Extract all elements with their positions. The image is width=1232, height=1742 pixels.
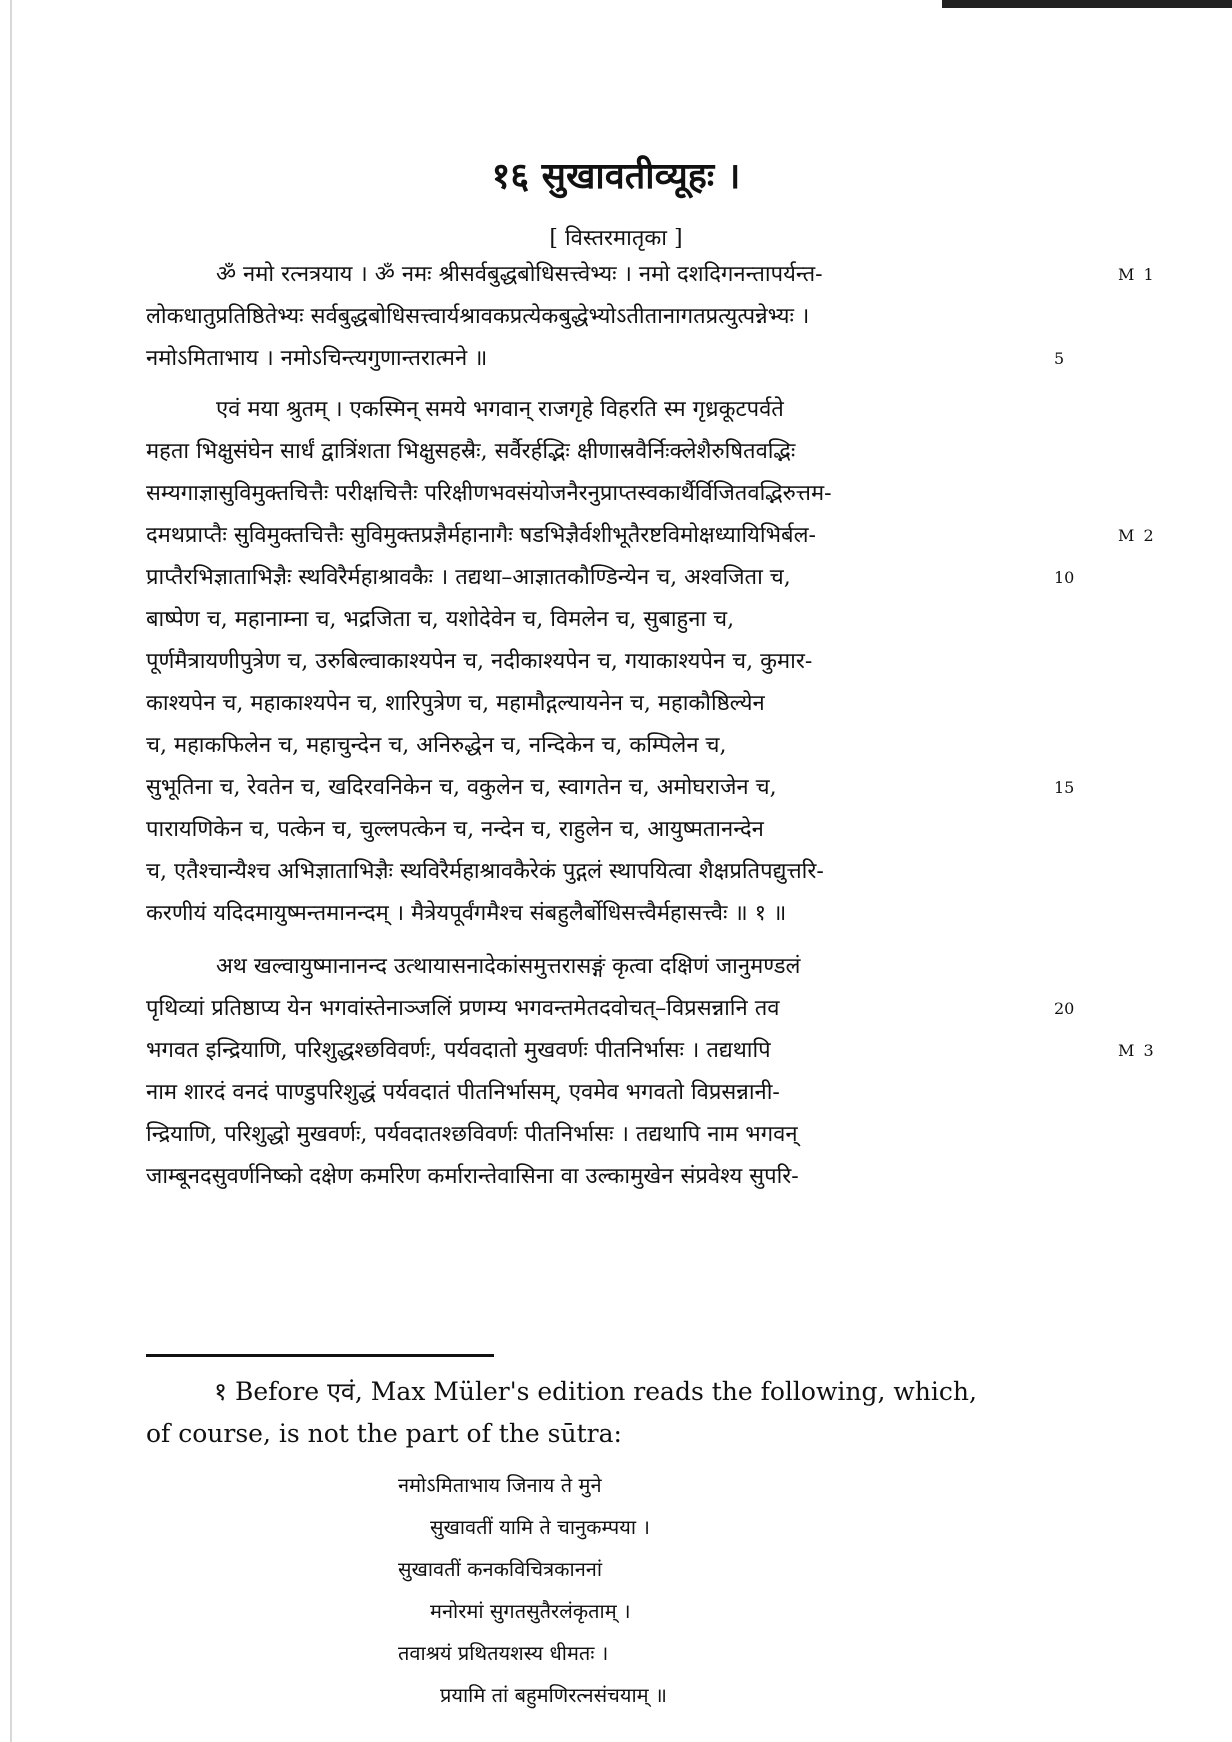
text-line: काश्यपेन च, महाकाश्यपेन च, शारिपुत्रेण च, महामौद्गल्यायनेन च, महाकौष्ठिल्येन — [146, 691, 765, 716]
page-edge — [10, 0, 12, 1742]
text-line: पूर्णमैत्रायणीपुत्रेण च, उरुबिल्वाकाश्यपेन च, नदीकाश्यपेन च, गयाकाश्यपेन च, कुमार- — [146, 649, 813, 674]
line-number: 5 — [1054, 349, 1065, 368]
margin-reference: M 1 — [1118, 265, 1156, 284]
footnote-line: of course, is not the part of the sūtra: — [146, 1419, 622, 1448]
verse-line: प्रयामि तां बहुमणिरत्नसंचयाम् ॥ — [440, 1683, 667, 1707]
text-line: पृथिव्यां प्रतिष्ठाप्य येन भगवांस्तेनाञ्जलिं प्रणम्य भगवन्तमेतदवोचत्–विप्रसन्नानि तव — [146, 996, 780, 1021]
verse-line: मनोरमां सुगतसुतैरलंकृताम् । — [430, 1599, 631, 1623]
page-subtitle: [ विस्तरमातृका ] — [549, 226, 683, 251]
text-line: च, महाकफिलेन च, महाचुन्देन च, अनिरुद्धेन च, नन्दिकेन च, कम्पिलेन च, — [146, 733, 727, 758]
text-line: नमोऽमिताभाय । नमोऽचिन्त्यगुणान्तरात्मने ॥ — [146, 346, 488, 371]
verse-line: सुखावतीं कनकविचित्रकाननां — [398, 1557, 603, 1581]
text-line: च, एतैश्चान्यैश्च अभिज्ञाताभिज्ञैः स्थविरैर्महाश्रावकैरेकं पुद्गलं स्थापयित्वा शैक्षप्रतिपद्युत्तरि- — [146, 859, 824, 884]
verse-line: सुखावतीं यामि ते चानुकम्पया । — [430, 1515, 650, 1539]
text-line: बाष्पेण च, महानाम्ना च, भद्रजिता च, यशोदेवेन च, विमलेन च, सुबाहुना च, — [146, 607, 735, 632]
text-line: सम्यगाज्ञासुविमुक्तचित्तैः परीक्षचित्तैः परिक्षीणभवसंयोजनैरनुप्राप्तस्वकार्थैर्विजितवद्भिरुत्तम- — [146, 481, 832, 506]
text-line: दमथप्राप्तैः सुविमुक्तचित्तैः सुविमुक्तप्रज्ञैर्महानागैः षडभिज्ञैर्वशीभूतैरष्टविमोक्षध्यायिभिर्बल- — [146, 523, 816, 548]
scan-artifact — [942, 0, 1232, 8]
line-number: 10 — [1054, 568, 1075, 587]
page-title: १६ सुखावतीव्यूहः । — [491, 155, 741, 197]
text-line: एवं मया श्रुतम् । एकस्मिन् समये भगवान् राजगृहे विहरति स्म गृध्रकूटपर्वते — [216, 397, 784, 422]
verse-line: तवाश्रयं प्रथितयशस्य धीमतः । — [398, 1641, 609, 1665]
text-line: भगवत इन्द्रियाणि, परिशुद्धश्छविवर्णः, पर्यवदातो मुखवर्णः पीतनिर्भासः । तद्यथापि — [146, 1038, 771, 1063]
text-line: पारायणिकेन च, पत्केन च, चुल्लपत्केन च, नन्देन च, राहुलेन च, आयुष्मतानन्देन — [146, 817, 764, 842]
text-line: जाम्बूनदसुवर्णनिष्को दक्षेण कर्मारेण कर्मारान्तेवासिना वा उल्कामुखेन संप्रवेश्य सुपरि- — [146, 1164, 799, 1189]
text-line: महता भिक्षुसंघेन सार्धं द्वात्रिंशता भिक्षुसहस्रैः, सर्वैरर्हद्भिः क्षीणास्रवैर्निःक्लेशैरुषितवद्भिः — [146, 439, 796, 464]
line-number: 15 — [1054, 778, 1075, 797]
text-line: ॐ नमो रत्नत्रयाय । ॐ नमः श्रीसर्वबुद्धबोधिसत्त्वेभ्यः । नमो दशदिगनन्तापर्यन्त- — [216, 262, 823, 287]
text-line: करणीयं यदिदमायुष्मन्तमानन्दम् । मैत्रेयपूर्वंगमैश्च संबहुलैर्बोधिसत्त्वैर्महासत्त्वैः ॥ १ ॥ — [146, 901, 787, 926]
margin-reference: M 2 — [1118, 526, 1156, 545]
text-line: लोकधातुप्रतिष्ठितेभ्यः सर्वबुद्धबोधिसत्त्वार्यश्रावकप्रत्येकबुद्धेभ्योऽतीतानागतप्रत्युत्पन्नेभ्यः । — [146, 304, 810, 329]
text-line: अथ खल्वायुष्मानानन्द उत्थायासनादेकांसमुत्तरासङ्गं कृत्वा दक्षिणं जानुमण्डलं — [216, 954, 801, 979]
text-line: न्द्रियाणि, परिशुद्धो मुखवर्णः, पर्यवदातश्छविवर्णः पीतनिर्भासः । तद्यथापि नाम भगवन् — [146, 1122, 798, 1147]
text-line: सुभूतिना च, रेवतेन च, खदिरवनिकेन च, वकुलेन च, स्वागतेन च, अमोघराजेन च, — [146, 775, 777, 800]
text-line: नाम शारदं वनदं पाण्डुपरिशुद्धं पर्यवदातं पीतनिर्भासम्, एवमेव भगवतो विप्रसन्नानी- — [146, 1080, 780, 1105]
footnote-line: १ Before एवं, Max Müler's edition reads the following, which, — [214, 1377, 977, 1406]
verse-line: नमोऽमिताभाय जिनाय ते मुने — [398, 1473, 602, 1497]
margin-reference: M 3 — [1118, 1041, 1156, 1060]
footnote-rule — [146, 1354, 494, 1357]
line-number: 20 — [1054, 999, 1075, 1018]
text-line: प्राप्तैरभिज्ञाताभिज्ञैः स्थविरैर्महाश्रावकैः । तद्यथा–आज्ञातकौण्डिन्येन च, अश्वजिता च, — [146, 565, 791, 590]
